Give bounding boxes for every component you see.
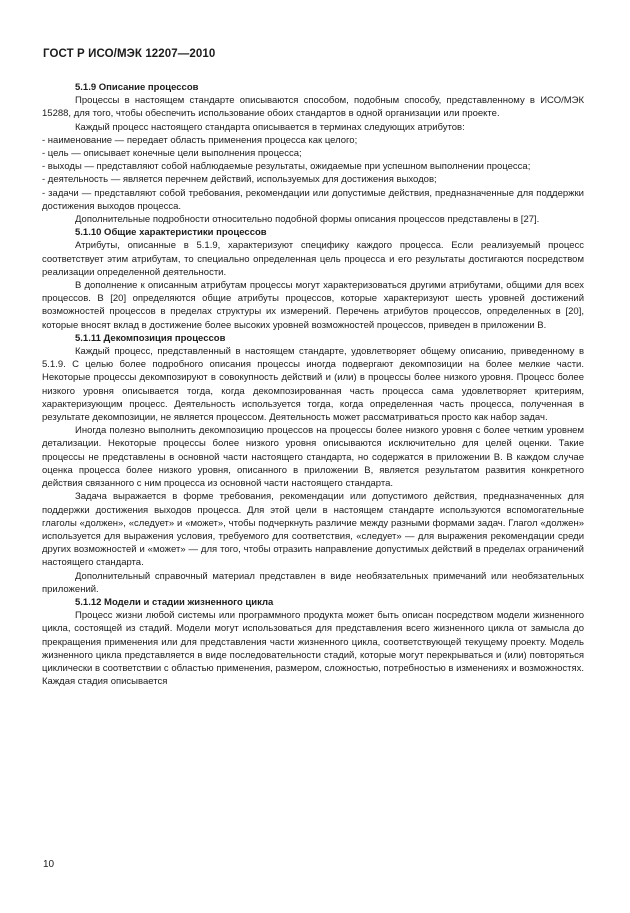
list-item: - задачи — представляют собой требования, рекомендации или допустимые действия, предназначенные для поддержки достижения выходов процесса.	[42, 187, 584, 212]
list-item: - выходы — представляют собой наблюдаемые результаты, ожидаемые при успешном выполнении процесса;	[42, 161, 531, 173]
paragraph: Каждый процесс настоящего стандарта описывается в терминах следующих атрибутов:	[75, 121, 465, 133]
list-item: - наименование — передает область применения процесса как целого;	[42, 134, 358, 146]
paragraph: Дополнительный справочный материал представлен в виде необязательных примечаний или необязательных приложений.	[42, 570, 584, 595]
section-heading-5-1-10: 5.1.10 Общие характеристики процессов	[75, 227, 267, 239]
paragraph: Процессы в настоящем стандарте описываются способом, подобным способу, представленному в ИСО/МЭК 15288, для того, чтобы обеспечить использование обоих стандартов в одной организации или проекте.	[42, 95, 584, 120]
list-item: - деятельность — является перечнем действий, используемых для достижения выходов;	[42, 174, 437, 186]
paragraph: Задача выражается в форме требования, рекомендации или допустимого действия, предназначенных для поддержки достижения выходов процесса. Для этой цели в настоящем стандарте используются вспомогательные глаголы «должен», «следует» и «может», чтобы подчеркнуть различие между разными формами задач. Глагол «должен» используется для выражения условия, требуемого для соответствия, «следует» — для выражения рекомендации среди других возможностей и «может» — для того, чтобы отразить направление допустимых действий в пределах ограничений настоящего стандарта.	[42, 491, 584, 569]
paragraph: Каждый процесс, представленный в настоящем стандарте, удовлетворяет общему описанию, приведенному в 5.1.9. С целью более подробного описания процессы иногда подвергают декомпозиции на более мелкие части. Некоторые процессы декомпозируют в совокупность действий и (или) в процессы более низкого уровня. Процесс более низкого уровня описывается тогда, когда декомпозированная часть процесса сама удовлетворяет критериям, характеризующим процесс. Деятельность используется тогда, когда определенная часть процесса, полученная в результате декомпозиции, не является процессом. Деятельность может рассматриваться просто как набор задач.	[42, 346, 584, 424]
document-header-title: ГОСТ Р ИСО/МЭК 12207—2010	[43, 48, 216, 60]
paragraph: Процесс жизни любой системы или программного продукта может быть описан посредством модели жизненного цикла, состоящей из стадий. Модели могут использоваться для представления всего жизненного цикла от замысла до прекращения применения или для представления части жизненного цикла, соответствующей текущему проекту. Модель жизненного цикла представляется в виде последовательности стадий, которые могут перекрываться и (или) повторяться циклически в соответствии с областью применения, размером, сложностью, потребностью в изменениях и возможностях. Каждая стадия описывается	[42, 610, 584, 688]
section-heading-5-1-11: 5.1.11 Декомпозиция процессов	[75, 332, 226, 344]
section-heading-5-1-9: 5.1.9 Описание процессов	[75, 82, 199, 93]
paragraph: В дополнение к описанным атрибутам процессы могут характеризоваться другими атрибутами, общими для всех процессов. В [20] определяются общие атрибуты процессов, которые характеризуют шесть уровней достижений возможностей процессов в пределах структуры их измерений. Перечень атрибутов процессов, определенных в [20], которые вносят вклад в достижение более высоких уровней возможностей процессов, приведен в приложении В.	[42, 280, 584, 331]
list-item: - цель — описывает конечные цели выполнения процесса;	[42, 148, 302, 160]
document-body	[42, 81, 584, 688]
paragraph: Дополнительные подробности относительно подобной формы описания процессов представлены в [27].	[75, 214, 540, 226]
paragraph: Иногда полезно выполнить декомпозицию процессов на процессы более низкого уровня с более четким уровнем детализации. Некоторые процессы более низкого уровня описываются исключительно для целей оценки. Такие процессы не представлены в основной части настоящего стандарта, но содержатся в приложении В. В каждом случае оценка процесса более низкого уровня, описанного в приложении В, является результатом развития конкретного действия связанного с ним процесса из основной части настоящего стандарта.	[42, 425, 584, 490]
section-heading-5-1-12: 5.1.12 Модели и стадии жизненного цикла	[75, 596, 274, 608]
paragraph: Атрибуты, описанные в 5.1.9, характеризуют специфику каждого процесса. Если реализуемый процесс соответствует этим атрибутам, то специально определенная цель процесса и его результаты достигаются посредством реализации определенной деятельности.	[42, 240, 584, 278]
page-number: 10	[43, 859, 55, 870]
